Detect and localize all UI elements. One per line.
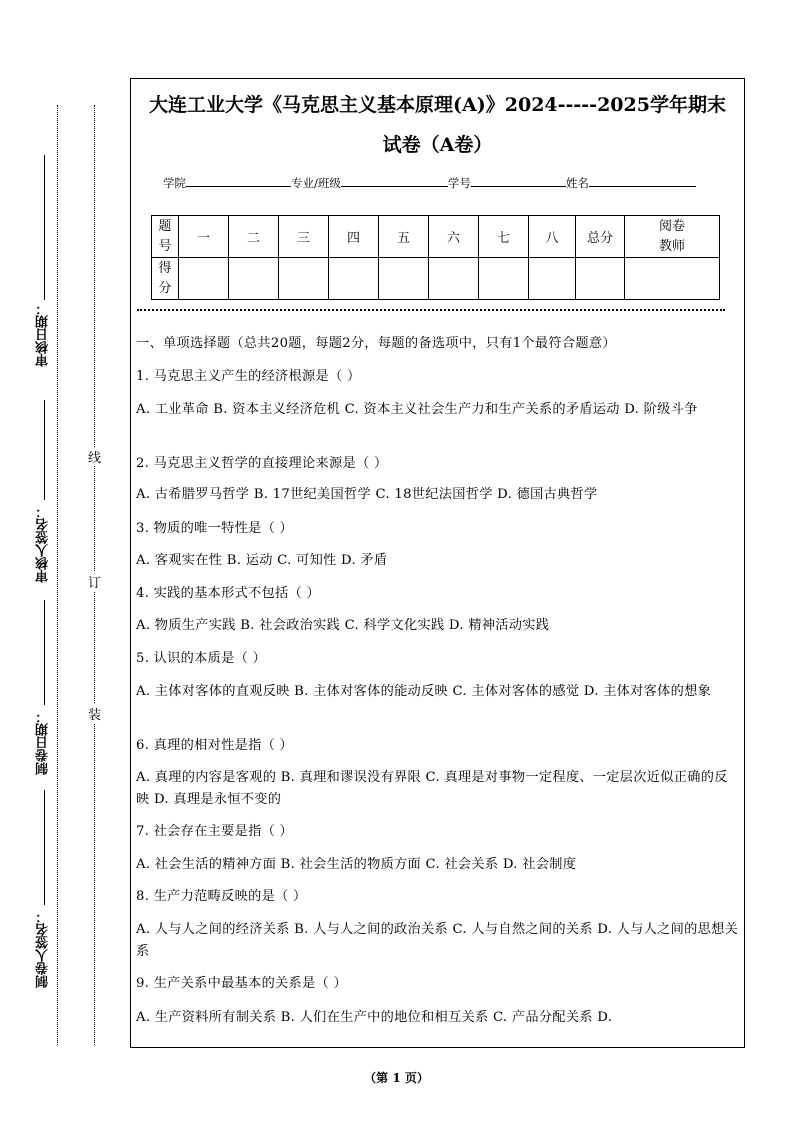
seal-char-bind: 订 <box>88 572 101 591</box>
score-cell[interactable] <box>229 258 279 300</box>
question-options: A. 工业革命 B. 资本主义经济危机 C. 资本主义社会生产力和生产关系的矛盾运动 D. 阶级斗争 <box>136 402 698 417</box>
header-cell: 二 <box>229 216 279 258</box>
section-heading: 一、单项选择题（总共20题，每题2分，每题的备选项中，只有1个最符合题意） <box>136 336 616 351</box>
score-cell[interactable] <box>379 258 429 300</box>
student-info-row <box>163 174 696 191</box>
question-stem: 5. 认识的本质是（ ） <box>136 651 267 666</box>
header-cell-total: 总分 <box>576 216 625 258</box>
exam-title-line1: 大连工业大学《马克思主义基本原理(A)》2024-----2025学年期末 <box>149 94 726 116</box>
seal-char-pack: 装 <box>88 704 101 723</box>
major-class-label: 专业/班级 <box>291 176 341 190</box>
question-stem: 9. 生产关系中最基本的关系是（ ） <box>136 976 347 991</box>
major-class-field[interactable] <box>341 174 448 187</box>
name-field[interactable] <box>589 174 696 187</box>
score-cell[interactable] <box>429 258 479 300</box>
header-cell: 六 <box>429 216 479 258</box>
student-id-label: 学号 <box>447 176 471 190</box>
maker-signature-label: 制卷人签名： <box>36 910 51 988</box>
header-cell: 一 <box>179 216 229 258</box>
seal-char-line: 线 <box>88 447 101 466</box>
maker-signature-line <box>44 790 45 905</box>
student-id-field[interactable] <box>471 174 566 187</box>
college-label: 学院 <box>163 176 186 190</box>
grader-cell[interactable] <box>625 258 720 300</box>
header-cell: 四 <box>329 216 379 258</box>
review-date-label: 审核日期： <box>36 302 51 367</box>
score-cell[interactable] <box>529 258 576 300</box>
question-stem: 3. 物质的唯一特性是（ ） <box>136 521 294 536</box>
reviewer-signature-line <box>44 400 45 500</box>
header-cell: 五 <box>379 216 429 258</box>
score-cell[interactable] <box>179 258 229 300</box>
name-label: 姓名 <box>565 176 589 190</box>
header-cell-grader: 阅卷教师 <box>625 216 720 258</box>
making-date-line <box>44 600 45 705</box>
score-table <box>151 215 720 300</box>
question-options: A. 生产资料所有制关系 B. 人们在生产中的地位和相互关系 C. 产品分配关系 D. <box>136 1010 613 1025</box>
question-stem: 7. 社会存在主要是指（ ） <box>136 824 294 839</box>
making-date-label: 制卷日期： <box>36 710 51 775</box>
section-separator <box>137 309 725 311</box>
score-cell-total[interactable] <box>576 258 625 300</box>
question-options: A. 主体对客体的直观反映 B. 主体对客体的能动反映 C. 主体对客体的感觉 D. 主体对客体的想象 <box>136 684 712 699</box>
exam-title-line2: 试卷（A卷） <box>382 134 493 156</box>
score-row-label: 得分 <box>152 258 179 300</box>
question-options: A. 人与人之间的经济关系 B. 人与人之间的政治关系 C. 人与自然之间的关系 D. 人与人之间的思想关系 <box>136 922 739 959</box>
question-stem: 2. 马克思主义哲学的直接理论来源是（ ） <box>136 456 388 471</box>
review-date-line <box>44 155 45 300</box>
question-options: A. 客观实在性 B. 运动 C. 可知性 D. 矛盾 <box>136 553 388 568</box>
college-field[interactable] <box>186 174 291 187</box>
reviewer-signature-label: 审核人签名： <box>36 505 51 583</box>
question-stem: 8. 生产力范畴反映的是（ ） <box>136 889 307 904</box>
question-options: A. 真理的内容是客观的 B. 真理和谬误没有界限 C. 真理是对事物一定程度、一定层次近似正确的反映 D. 真理是永恒不变的 <box>136 770 728 807</box>
header-cell-question-no: 题号 <box>152 216 179 258</box>
question-stem: 6. 真理的相对性是指（ ） <box>136 738 294 753</box>
page-number: （第 1 页） <box>364 1071 429 1085</box>
header-cell: 三 <box>279 216 329 258</box>
binding-line-outer <box>57 105 58 1045</box>
score-cell[interactable] <box>479 258 529 300</box>
header-cell: 七 <box>479 216 529 258</box>
score-cell[interactable] <box>329 258 379 300</box>
question-stem: 1. 马克思主义产生的经济根源是（ ） <box>136 369 361 384</box>
question-stem: 4. 实践的基本形式不包括（ ） <box>136 586 321 601</box>
header-cell: 八 <box>529 216 576 258</box>
score-cell[interactable] <box>279 258 329 300</box>
question-options: A. 物质生产实践 B. 社会政治实践 C. 科学文化实践 D. 精神活动实践 <box>136 618 550 633</box>
question-options: A. 社会生活的精神方面 B. 社会生活的物质方面 C. 社会关系 D. 社会制度 <box>136 857 577 872</box>
question-options: A. 古希腊罗马哲学 B. 17世纪美国哲学 C. 18世纪法国哲学 D. 德国古典哲学 <box>136 487 598 502</box>
